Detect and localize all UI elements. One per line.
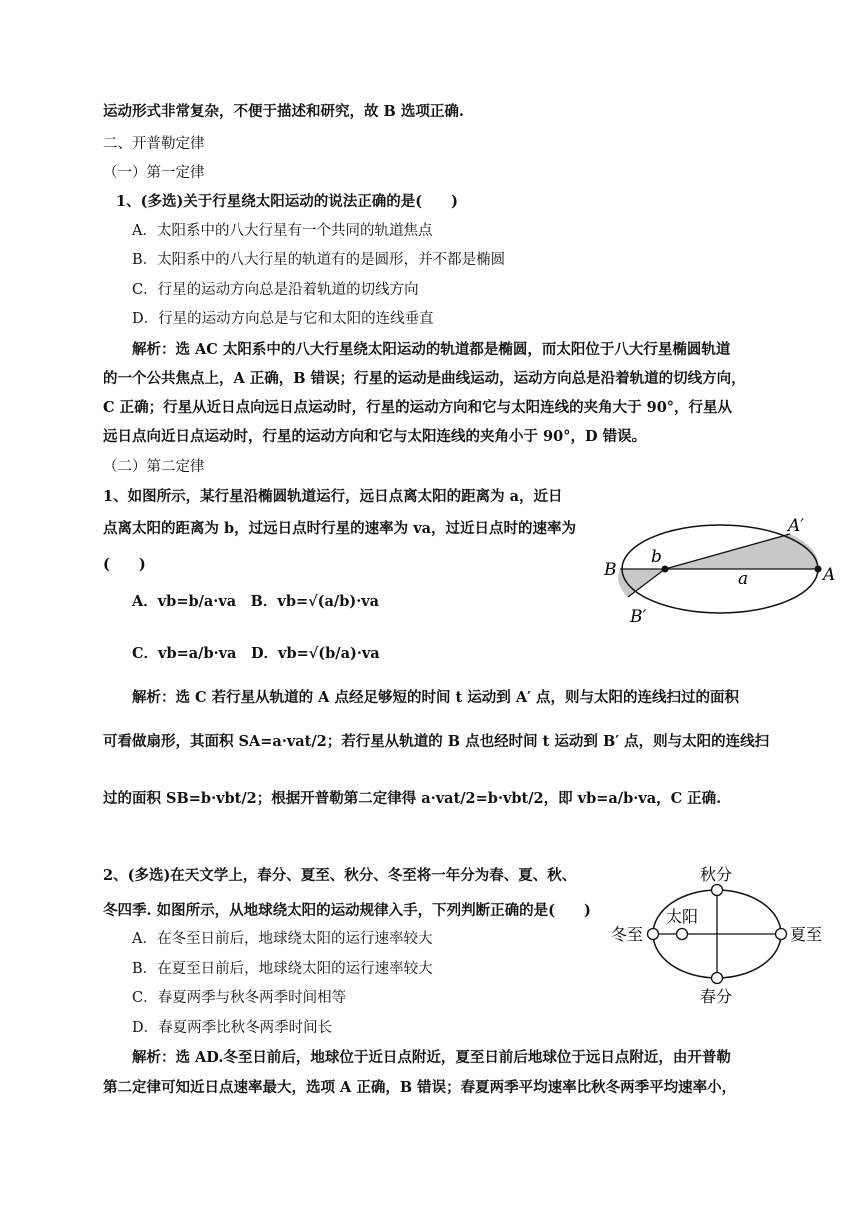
- swept-area-a: [665, 534, 818, 569]
- option-a: A．太阳系中的八大行星有一个共同的轨道焦点: [132, 223, 433, 239]
- label-b-upper: B: [604, 560, 617, 580]
- orbit-figure: [598, 512, 843, 632]
- solution-line: 解析：选 AD.冬至日前后，地球位于近日点附近，夏至日前后地球位于远日点附近，由开普勒: [132, 1049, 731, 1066]
- option-b: B．太阳系中的八大行星的轨道有的是圆形，并不都是椭圆: [132, 252, 506, 268]
- question-1-stem: 1、(多选)关于行星绕太阳运动的说法正确的是( ): [116, 193, 459, 210]
- solution-line: C 正确；行星从近日点向远日点运动时，行星的运动方向和它与太阳连线的夹角大于 90°，行星从: [103, 399, 733, 416]
- label-a-upper: A: [823, 565, 836, 585]
- label-autumn: 秋分: [700, 865, 733, 884]
- question-2-stem: ( ): [103, 556, 146, 573]
- label-spring: 春分: [700, 987, 733, 1006]
- solution-line: 的一个公共焦点上，A 正确，B 错误；行星的运动是曲线运动，运动方向总是沿着轨道的切线方向，: [103, 370, 746, 387]
- winter-point: [648, 929, 659, 940]
- subsection-heading: （二）第二定律: [103, 459, 205, 475]
- solution-line: 解析：选 AC 太阳系中的八大行星绕太阳运动的轨道都是椭圆，而太阳位于八大行星椭圆轨道: [132, 341, 731, 358]
- swept-area-b: [618, 569, 665, 597]
- label-a: a: [738, 569, 749, 589]
- seasons-figure: [606, 858, 834, 1008]
- question-3-stem: 2、(多选)在天文学上，春分、夏至、秋分、冬至将一年分为春、夏、秋、: [103, 867, 577, 884]
- point-a-dot: [815, 566, 822, 573]
- label-sun: 太阳: [666, 907, 699, 926]
- sun-dot: [662, 566, 669, 573]
- label-b-prime: B′: [630, 607, 647, 627]
- subsection-heading: （一）第一定律: [103, 165, 205, 181]
- option-c: C．春夏两季与秋冬两季时间相等: [132, 990, 347, 1006]
- text-line: 运动形式非常复杂，不便于描述和研究，故 B 选项正确.: [103, 103, 464, 120]
- solution-line: 远日点向近日点运动时，行星的运动方向和它与太阳连线的夹角小于 90°，D 错误。: [103, 428, 647, 445]
- spring-point: [712, 973, 723, 984]
- option-c: C．行星的运动方向总是沿着轨道的切线方向: [132, 282, 419, 298]
- summer-point: [776, 929, 787, 940]
- label-b: b: [651, 547, 662, 567]
- question-2-stem: 1、如图所示，某行星沿椭圆轨道运行，远日点离太阳的距离为 a，近日: [103, 488, 563, 505]
- question-2-stem: 点离太阳的距离为 b，过远日点时行星的速率为 va，过近日点时的速率为: [103, 520, 577, 537]
- label-summer: 夏至: [790, 925, 823, 944]
- option-d: D．春夏两季比秋冬两季时间长: [132, 1020, 333, 1036]
- solution-line: 第二定律可知近日点速率最大，选项 A 正确，B 错误；春夏两季平均速率比秋冬两季平均速率小，: [103, 1079, 737, 1096]
- question-3-stem: 冬四季. 如图所示，从地球绕太阳的运动规律入手，下列判断正确的是( ): [103, 902, 591, 919]
- sun-point: [677, 929, 688, 940]
- option-a: A．在冬至日前后，地球绕太阳的运行速率较大: [132, 931, 433, 947]
- label-winter: 冬至: [611, 925, 644, 944]
- solution-line: 解析：选 C 若行星从轨道的 A 点经足够短的时间 t 运动到 A′ 点，则与太阳的连线扫过的面积: [132, 689, 739, 706]
- solution-line: 过的面积 SB=b·vbt/2；根据开普勒第二定律得 a·vat/2=b·vbt/2，即 vb=a/b·va，C 正确.: [103, 790, 722, 807]
- question-2-options: C．vb=a/b·va D．vb=√(b/a)·va: [132, 645, 380, 662]
- option-d: D．行星的运动方向总是与它和太阳的连线垂直: [132, 311, 434, 327]
- question-2-options: A．vb=b/a·va B．vb=√(a/b)·va: [132, 593, 380, 610]
- label-a-prime: A′: [788, 516, 805, 536]
- option-b: B．在夏至日前后，地球绕太阳的运行速率较大: [132, 961, 433, 977]
- solution-line: 可看做扇形，其面积 SA=a·vat/2；若行星从轨道的 B 点也经时间 t 运动到 B′ 点，则与太阳的连线扫: [103, 733, 770, 750]
- section-heading: 二、开普勒定律: [103, 136, 205, 152]
- autumn-point: [712, 885, 723, 896]
